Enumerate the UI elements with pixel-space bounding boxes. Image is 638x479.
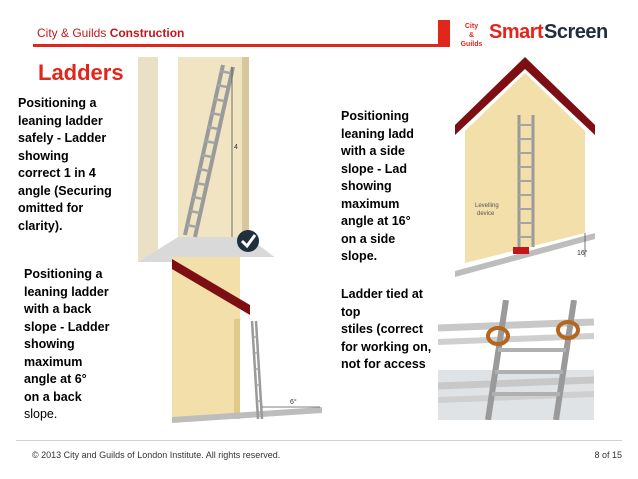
caption-back-slope-end: slope. bbox=[24, 407, 58, 421]
logo-screen: Screen bbox=[544, 21, 608, 43]
brand-prefix: City & Guilds bbox=[37, 26, 110, 40]
caption-back-slope-main: Positioning a leaning ladder with a back slope - Ladder showing maximum angle at 6° on a back bbox=[24, 267, 110, 404]
slide-header bbox=[0, 0, 638, 58]
brand-bold: Construction bbox=[109, 26, 185, 40]
page-number: 8 of 15 bbox=[594, 450, 622, 460]
fig2-angle-label: 16° bbox=[577, 250, 588, 257]
logo-smart: Smart bbox=[489, 21, 544, 43]
fig1-label: 4 bbox=[234, 144, 238, 151]
caption-side-slope: Positioning leaning ladd with a side slope - Lad showing maximum angle at 16° on a side slope. bbox=[341, 109, 414, 263]
check-circle-icon bbox=[237, 230, 259, 252]
header-red-block bbox=[438, 20, 450, 47]
badge-line-2: & bbox=[468, 32, 475, 39]
figure-ladder-tied bbox=[438, 300, 594, 420]
caption-ladder-tied: Ladder tied at top stiles (correct for working on, not for access bbox=[341, 287, 432, 371]
figure-back-slope bbox=[172, 257, 322, 427]
slide-title: Ladders bbox=[38, 60, 124, 85]
brand-text bbox=[37, 26, 184, 40]
figure-side-slope bbox=[455, 57, 595, 279]
caption-correct-angle: Positioning a leaning ladder safely - Ladder showing correct 1 in 4 angle (Securing omitted for clarity). bbox=[18, 96, 112, 233]
smartscreen-logo bbox=[458, 21, 618, 48]
figure-ladder-1-in-4 bbox=[138, 57, 281, 262]
slide-footer bbox=[16, 440, 622, 468]
fig3-angle-label: 6° bbox=[290, 399, 297, 406]
badge-line-3: Guilds bbox=[460, 41, 483, 48]
copyright-text: © 2013 City and Guilds of London Institute. All rights reserved. bbox=[32, 450, 281, 460]
fig2-device-label: Levelling device bbox=[475, 203, 499, 217]
badge-line-1: City bbox=[464, 23, 479, 30]
caption-back-slope bbox=[24, 266, 129, 424]
city-guilds-badge bbox=[458, 22, 485, 48]
